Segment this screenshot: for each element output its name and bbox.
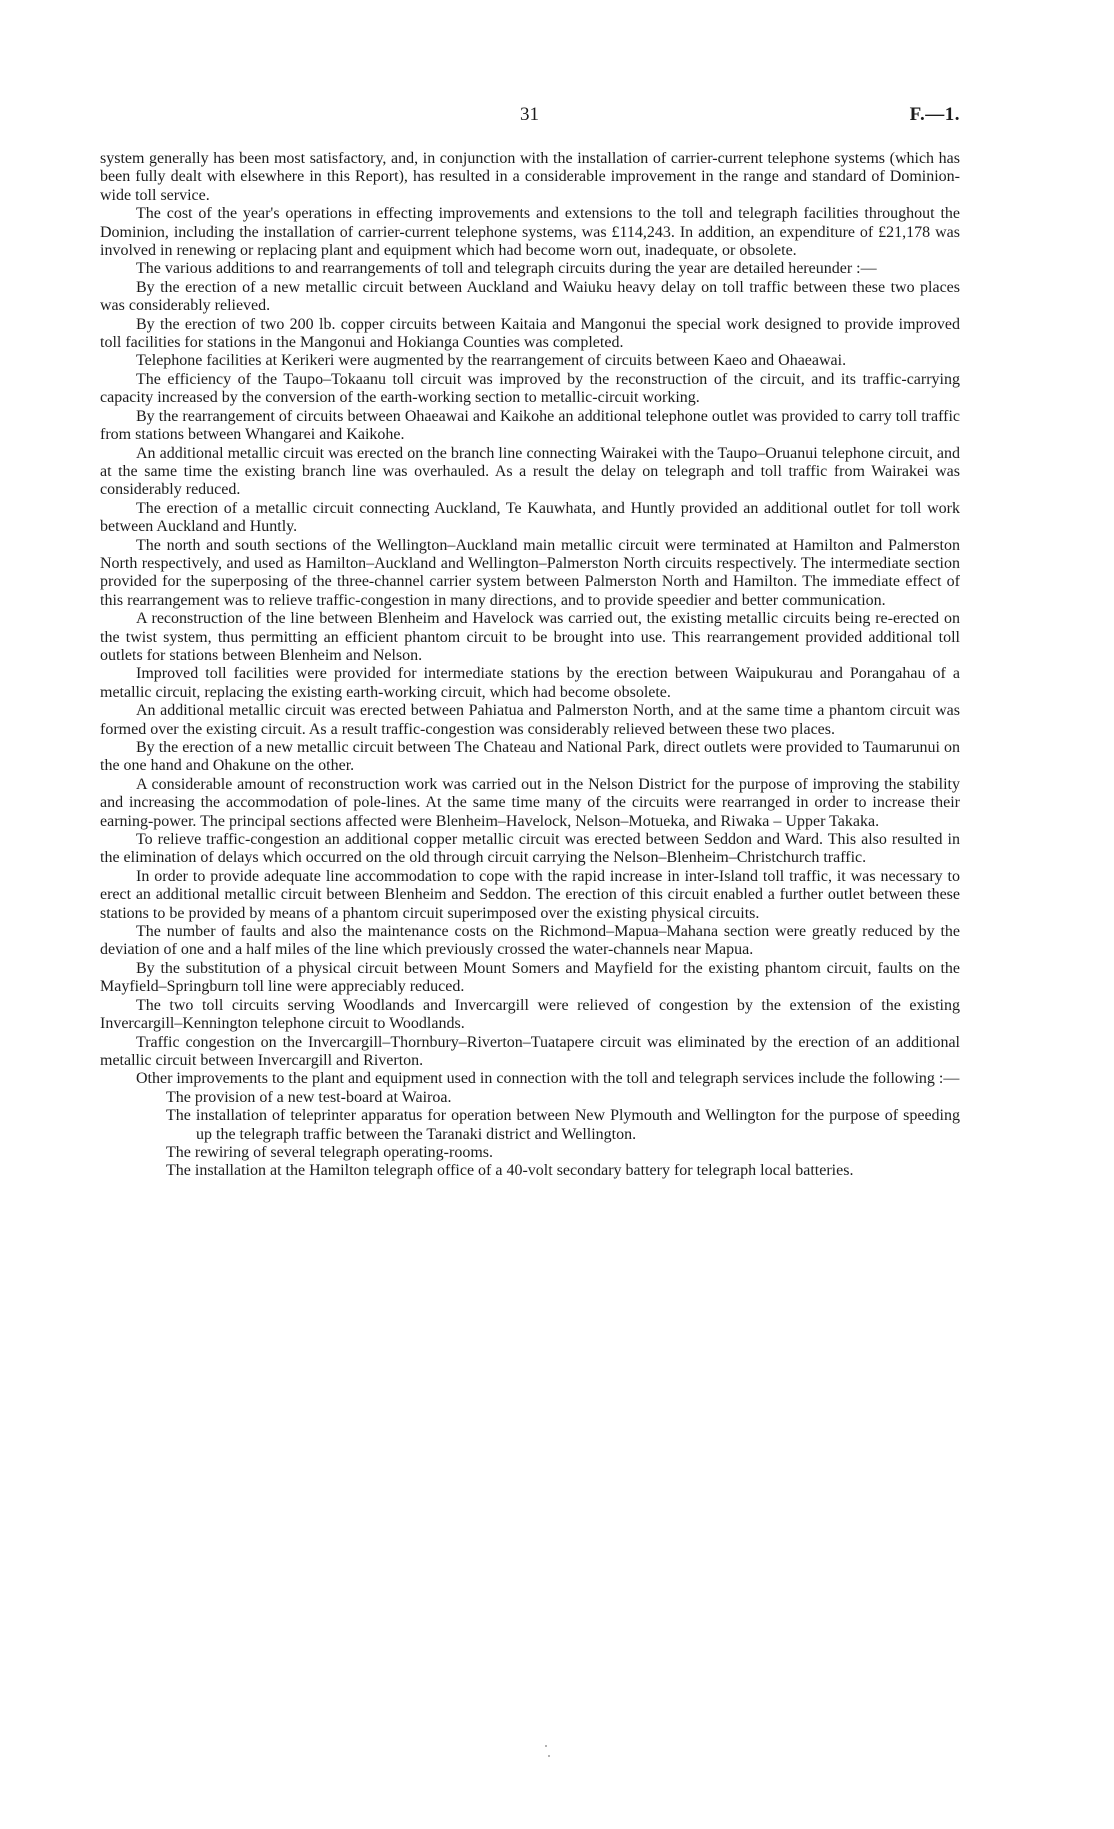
- paragraph: An additional metallic circuit was erected on the branch line connecting Wairakei with the Taupo–Oruanui telephone circuit, and at the same time the existing branch line was overhauled. As a result the delay on telegraph and toll traffic from Wairakei was considerably reduced.: [100, 444, 960, 499]
- paragraph: By the rearrangement of circuits between Ohaeawai and Kaikohe an additional telephone outlet was provided to carry toll traffic from stations between Whangarei and Kaikohe.: [100, 407, 960, 444]
- list-item: The installation of teleprinter apparatus for operation between New Plymouth and Wellington for the purpose of speeding up the telegraph traffic between the Taranaki district and Wellington.: [166, 1107, 960, 1143]
- paragraph: Telephone facilities at Kerikeri were augmented by the rearrangement of circuits between Kaeo and Ohaeawai.: [136, 352, 847, 370]
- paragraph: To relieve traffic-congestion an additional copper metallic circuit was erected between Seddon and Ward. This also resulted in the elimination of delays which occurred on the old through circuit carrying the Nelson–Blenheim–Christchurch traffic.: [100, 831, 960, 867]
- page-number: 31: [520, 104, 539, 125]
- improvements-list: [100, 1089, 960, 1181]
- scan-speck: [545, 1745, 547, 1747]
- scan-speck: [548, 1755, 550, 1757]
- paragraph: The number of faults and also the maintenance costs on the Richmond–Mapua–Mahana section were greatly reduced by the deviation of one and a half miles of the line which previously crossed the water-channels near Mapua.: [100, 923, 960, 959]
- paragraph: A reconstruction of the line between Blenheim and Havelock was carried out, the existing metallic circuits being re-erected on the twist system, thus permitting an efficient phantom circuit to be brought into use. This rearrangement provided additional toll outlets for stations between Blenheim and Nelson.: [100, 610, 960, 664]
- paragraph: system generally has been most satisfactory, and, in conjunction with the installation of carrier-current telephone systems (which has been fully dealt with elsewhere in this Report), has resulted in a considerable improvement in the range and standard of Dominion-wide toll service.: [100, 150, 960, 204]
- paragraph: In order to provide adequate line accommodation to cope with the rapid increase in inter-Island toll traffic, it was necessary to erect an additional metallic circuit between Blenheim and Seddon. The erection of this circuit enabled a further outlet between these stations to be provided by means of a phantom circuit superimposed over the existing physical circuits.: [100, 867, 960, 922]
- paragraph: The various additions to and rearrangements of toll and telegraph circuits during the year are detailed hereunder :—: [136, 260, 877, 278]
- page-header: [100, 104, 960, 128]
- paragraph: The cost of the year's operations in effecting improvements and extensions to the toll and telegraph facilities throughout the Dominion, including the installation of carrier-current telephone systems, was £114,243. In addition, an expenditure of £21,178 was involved in renewing or replacing plant and equipment which had become worn out, inadequate, or obsolete.: [100, 205, 960, 260]
- paragraph: A considerable amount of reconstruction work was carried out in the Nelson District for the purpose of improving the stability and increasing the accommodation of pole-lines. At the same time many of the circuits were rearranged in order to increase their earning-power. The principal sections affected were Blenheim–Havelock, Nelson–Motueka, and Riwaka – Upper Takaka.: [100, 775, 960, 830]
- paragraph: Traffic congestion on the Invercargill–Thornbury–Riverton–Tuatapere circuit was eliminated by the erection of an additional metallic circuit between Invercargill and Riverton.: [100, 1033, 960, 1069]
- list-item: The installation at the Hamilton telegraph office of a 40-volt secondary battery for telegraph local batteries.: [166, 1162, 854, 1180]
- paragraph: By the substitution of a physical circuit between Mount Somers and Mayfield for the existing phantom circuit, faults on the Mayfield–Springburn toll line were appreciably reduced.: [100, 959, 960, 996]
- paragraph: The efficiency of the Taupo–Tokaanu toll circuit was improved by the reconstruction of the circuit, and its traffic-carrying capacity increased by the conversion of the earth-working section to metallic-circuit working.: [100, 370, 960, 407]
- paragraph: An additional metallic circuit was erected between Pahiatua and Palmerston North, and at the same time a phantom circuit was formed over the existing circuit. As a result traffic-congestion was considerably relieved between these two places.: [100, 702, 960, 738]
- paragraph: The two toll circuits serving Woodlands and Invercargill were relieved of congestion by the extension of the existing Invercargill–Kennington telephone circuit to Woodlands.: [100, 996, 960, 1033]
- list-item: The rewiring of several telegraph operating-rooms.: [166, 1143, 493, 1161]
- paragraph: By the erection of a new metallic circuit between The Chateau and National Park, direct outlets were provided to Taumarunui on the one hand and Ohakune on the other.: [100, 739, 960, 775]
- paragraph: The north and south sections of the Wellington–Auckland main metallic circuit were terminated at Hamilton and Palmerston North respectively, and used as Hamilton–Auckland and Wellington–Palmerston North circuits respectively. The intermediate section provided for the superposing of the three-channel carrier system between Palmerston North and Hamilton. The immediate effect of this rearrangement was to relieve traffic-congestion in many directions, and to provide speedier and better communication.: [100, 536, 960, 609]
- paragraph: The erection of a metallic circuit connecting Auckland, Te Kauwhata, and Huntly provided an additional outlet for toll work between Auckland and Huntly.: [100, 499, 960, 536]
- paragraph: By the erection of a new metallic circuit between Auckland and Waiuku heavy delay on toll traffic between these two places was considerably relieved.: [100, 278, 960, 315]
- list-item: The provision of a new test-board at Wairoa.: [166, 1088, 452, 1106]
- paragraph: By the erection of two 200 lb. copper circuits between Kaitaia and Mangonui the special work designed to provide improved toll facilities for stations in the Mangonui and Hokianga Counties was completed.: [100, 315, 960, 352]
- paragraph: Other improvements to the plant and equipment used in connection with the toll and telegraph services include the following :—: [136, 1070, 960, 1088]
- paragraph: Improved toll facilities were provided for intermediate stations by the erection between Waipukurau and Porangahau of a metallic circuit, replacing the existing earth-working circuit, which had become obsolete.: [100, 665, 960, 701]
- report-body: [100, 150, 960, 1181]
- document-reference: F.—1.: [909, 104, 960, 125]
